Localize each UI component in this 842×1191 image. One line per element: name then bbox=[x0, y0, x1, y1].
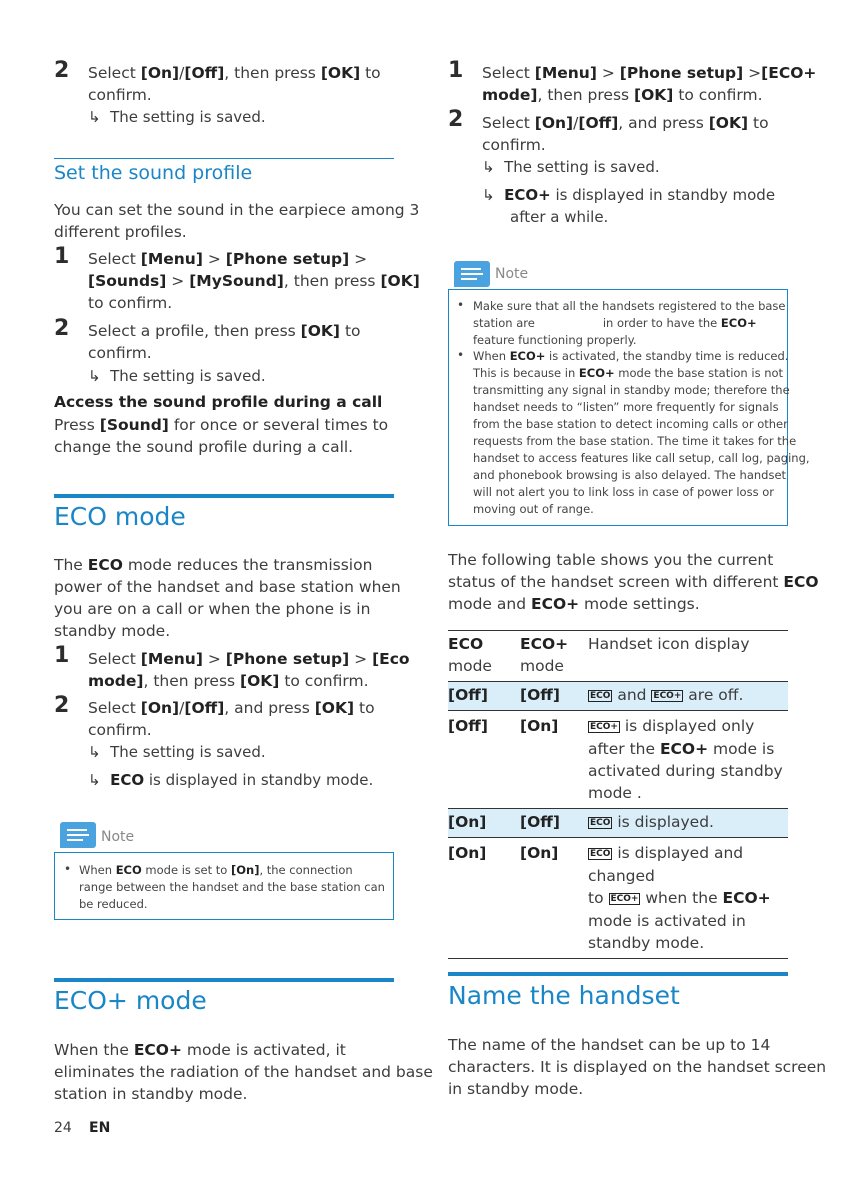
result-line-cont: after a while. bbox=[510, 208, 609, 226]
table-row bbox=[448, 711, 788, 809]
paragraph: The name of the handset can be up to 14 characters. It is displayed on the handset screen in standby mode. bbox=[448, 1036, 827, 1098]
step-number: 1 bbox=[448, 58, 464, 83]
eco-plus-icon: ECO+ bbox=[590, 722, 618, 732]
bullet: • bbox=[64, 862, 72, 876]
result-line: ↳ ECO is displayed in standby mode. bbox=[88, 771, 374, 789]
section-rule bbox=[54, 158, 394, 159]
table-cell: [Off] bbox=[448, 717, 488, 735]
result-line: ↳ ECO+ is displayed in standby mode bbox=[482, 186, 776, 204]
step-number: 1 bbox=[54, 244, 70, 269]
table-header-cell: Handset icon display bbox=[588, 635, 750, 653]
paragraph: When the ECO+ mode is activated, it eliminates the radiation of the handset and base station in standby mode. bbox=[54, 1041, 433, 1103]
table-cell: ECO is displayed and changed to ECO+ when the ECO+ mode is activated in standby mode. bbox=[588, 844, 771, 952]
eco-plus-icon: ECO+ bbox=[610, 894, 639, 904]
table-header-row bbox=[448, 631, 788, 682]
paragraph: The ECO mode reduces the transmission power of the handset and base station when you are on a call or when the phone is in standby mode. bbox=[54, 556, 401, 640]
step-text: Select [On]/[Off], and press [OK] to confirm. bbox=[482, 114, 769, 154]
result-line: ↳ The setting is saved. bbox=[88, 743, 266, 761]
eco-icon: ECO bbox=[590, 818, 611, 828]
table-row bbox=[448, 809, 788, 838]
table-cell: [On] bbox=[520, 844, 559, 862]
eco-status-table bbox=[448, 630, 788, 959]
result-line: ↳ The setting is saved. bbox=[88, 108, 266, 126]
table-cell: [On] bbox=[520, 717, 559, 735]
step-text: Select [Menu] > [Phone setup] > [Sounds] > [MySound], then press [OK] to confirm. bbox=[88, 250, 420, 312]
step-number: 2 bbox=[54, 693, 70, 718]
step-number: 2 bbox=[54, 316, 70, 341]
step-text: Select [Menu] > [Phone setup] >[ECO+ mode], then press [OK] to confirm. bbox=[482, 64, 817, 104]
subsection-heading: Set the sound profile bbox=[54, 162, 253, 184]
table-cell: [Off] bbox=[520, 686, 560, 704]
paragraph: Press [Sound] for once or several times to change the sound profile during a call. bbox=[54, 416, 389, 456]
step-number: 1 bbox=[54, 643, 70, 668]
table-cell: ECO and ECO+ are off. bbox=[590, 686, 744, 704]
bold-heading: Access the sound profile during a call bbox=[54, 393, 383, 411]
table-cell: ECO is displayed. bbox=[590, 813, 714, 831]
section-heading: ECO+ mode bbox=[54, 986, 207, 1015]
step-text: Select [Menu] > [Phone setup] > [Eco mode], then press [OK] to confirm. bbox=[88, 650, 410, 690]
paragraph: The following table shows you the current status of the handset screen with different ECO mode and ECO+ mode settings. bbox=[448, 551, 819, 613]
note-text: When ECO+ is activated, the standby time is reduced. This is because in ECO+ mode the base station is not transmitting any signal in standby mode; therefore the handset needs to “listen” more frequently for signals from the base station to detect incoming calls or other requests from the base station. The time it takes for the handset to access features like call setup, call log, paging, and phonebook browsing is also delayed. The handset will not alert you to link loss in case of power loss or moving out of range. bbox=[473, 349, 810, 516]
paragraph: You can set the sound in the earpiece among 3 different profiles. bbox=[54, 201, 420, 241]
section-heading: Name the handset bbox=[448, 981, 680, 1010]
note-text: When ECO mode is set to [On], the connection range between the handset and the base station can be reduced. bbox=[79, 863, 385, 911]
step-number: 2 bbox=[448, 107, 464, 132]
eco-icon: ECO bbox=[590, 849, 611, 859]
table-header-cell: ECO mode bbox=[448, 635, 492, 675]
step-number: 2 bbox=[54, 58, 70, 83]
eco-plus-icon: ECO+ bbox=[653, 691, 682, 701]
step-text: Select [On]/[Off], and press [OK] to confirm. bbox=[88, 699, 375, 739]
bullet: • bbox=[457, 298, 465, 312]
note-label: Note bbox=[101, 829, 135, 845]
page-number: 24 bbox=[54, 1120, 72, 1136]
note-text: Make sure that all the handsets registered to the base station are in order to have the ECO+ feature functioning properly. bbox=[473, 299, 786, 347]
table-row bbox=[448, 838, 788, 959]
section-heading: ECO mode bbox=[54, 502, 186, 531]
language-code: EN bbox=[89, 1120, 111, 1136]
table-cell: [On] bbox=[448, 813, 487, 831]
step-text: Select [On]/[Off], then press [OK] to confirm. bbox=[88, 64, 381, 104]
table-cell: [On] bbox=[448, 844, 487, 862]
table-row bbox=[448, 682, 788, 711]
result-line: ↳ The setting is saved. bbox=[88, 367, 266, 385]
result-line: ↳ The setting is saved. bbox=[482, 158, 660, 176]
bullet: • bbox=[457, 348, 465, 362]
section-rule bbox=[54, 494, 394, 498]
table-cell: [Off] bbox=[520, 813, 560, 831]
table-header-cell: ECO+ mode bbox=[520, 635, 569, 675]
table-cell: ECO+ is displayed only after the ECO+ mode is activated during standby mode . bbox=[588, 717, 783, 802]
section-rule bbox=[54, 978, 394, 982]
table-cell: [Off] bbox=[448, 686, 488, 704]
note-icon bbox=[60, 822, 96, 848]
eco-icon: ECO bbox=[590, 691, 611, 701]
step-text: Select a profile, then press [OK] to confirm. bbox=[88, 322, 361, 362]
section-rule bbox=[448, 972, 788, 976]
note-icon bbox=[454, 261, 490, 287]
note-label: Note bbox=[495, 266, 529, 282]
